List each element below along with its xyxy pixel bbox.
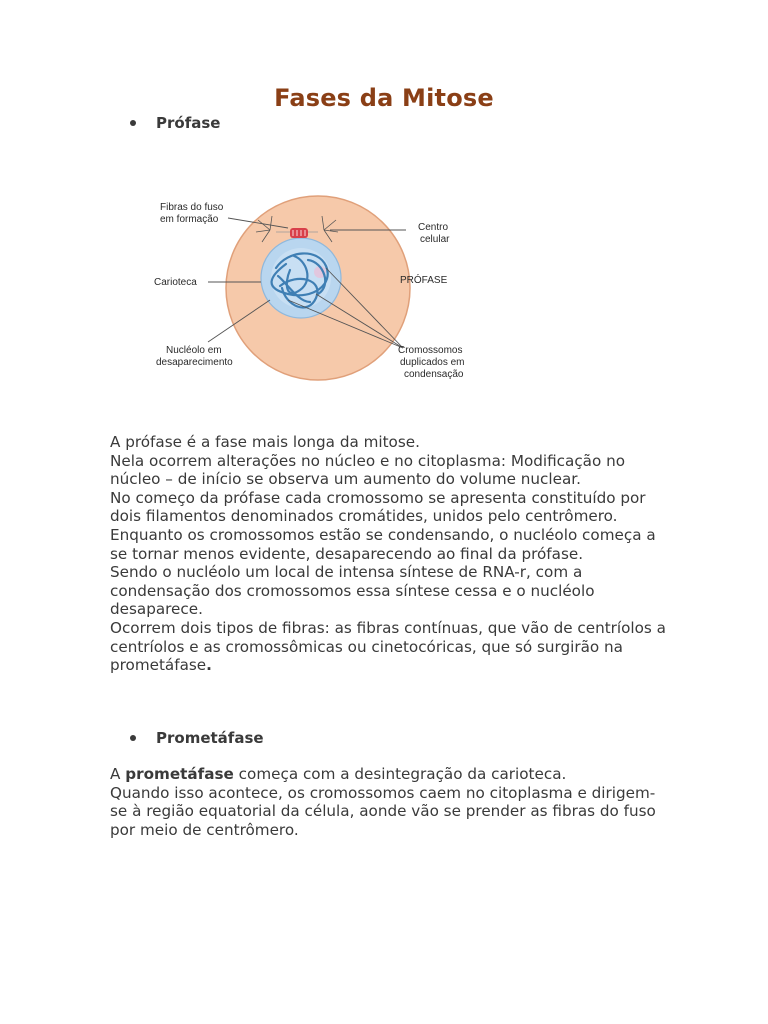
label-carioteca: Carioteca [154,277,197,288]
section-heading-prometafase [130,729,264,747]
paragraph: Nela ocorrem alterações no núcleo e no citoplasma: Modificação no núcleo – de início se observa um aumento do volume nuclear. [110,451,626,489]
label-cromossomos: Cromossomos [398,345,463,356]
label-nucleolo-2: desaparecimento [156,357,233,368]
paragraph: No começo da prófase cada cromossomo se apresenta constituído por dois filamentos denominados cromátides, unidos pelo centrômero. [110,488,646,526]
page-title: Fases da Mitose [274,84,494,112]
label-centro: Centro [418,222,449,233]
paragraph: Quando isso acontece, os cromossomos caem no citoplasma e dirigem-se à região equatorial da célula, aonde vão se prender as fibras do fuso por meio de centrômero. [110,783,656,839]
label-profase: PRÓFASE [400,275,448,286]
paragraph: A prometáfase começa com a desintegração da carioteca. [110,765,567,783]
label-cromossomos-3: condensação [404,369,464,380]
section-heading-label: Prófase [156,114,221,132]
label-nucleolo: Nucléolo em [166,345,222,356]
paragraph: Sendo o nucléolo um local de intensa síntese de RNA-r, com a condensação dos cromossomos essa síntese cessa e o nucléolo desaparece. [110,563,595,619]
section-heading-profase [130,114,220,132]
profase-diagram [148,190,478,390]
paragraph: Enquanto os cromossomos estão se condensando, o nucléolo começa a se tornar menos evidente, desaparecendo ao final da prófase. [110,525,656,563]
bullet-icon [130,735,136,741]
label-fibras-2: em formação [160,214,219,225]
label-cromossomos-2: duplicados em [400,357,465,368]
profase-text [110,433,670,675]
bullet-icon [130,120,136,126]
paragraph: Ocorrem dois tipos de fibras: as fibras contínuas, que vão de centríolos a centríolos e as cromossômicas ou cinetocóricas, que só surgirão na prometáfase. [110,618,666,675]
paragraph: A prófase é a fase mais longa da mitose. [110,433,420,451]
prometafase-text [110,765,670,839]
label-fibras: Fibras do fuso [160,202,224,213]
section-heading-label: Prometáfase [156,729,264,747]
label-centro-2: celular [420,234,450,245]
